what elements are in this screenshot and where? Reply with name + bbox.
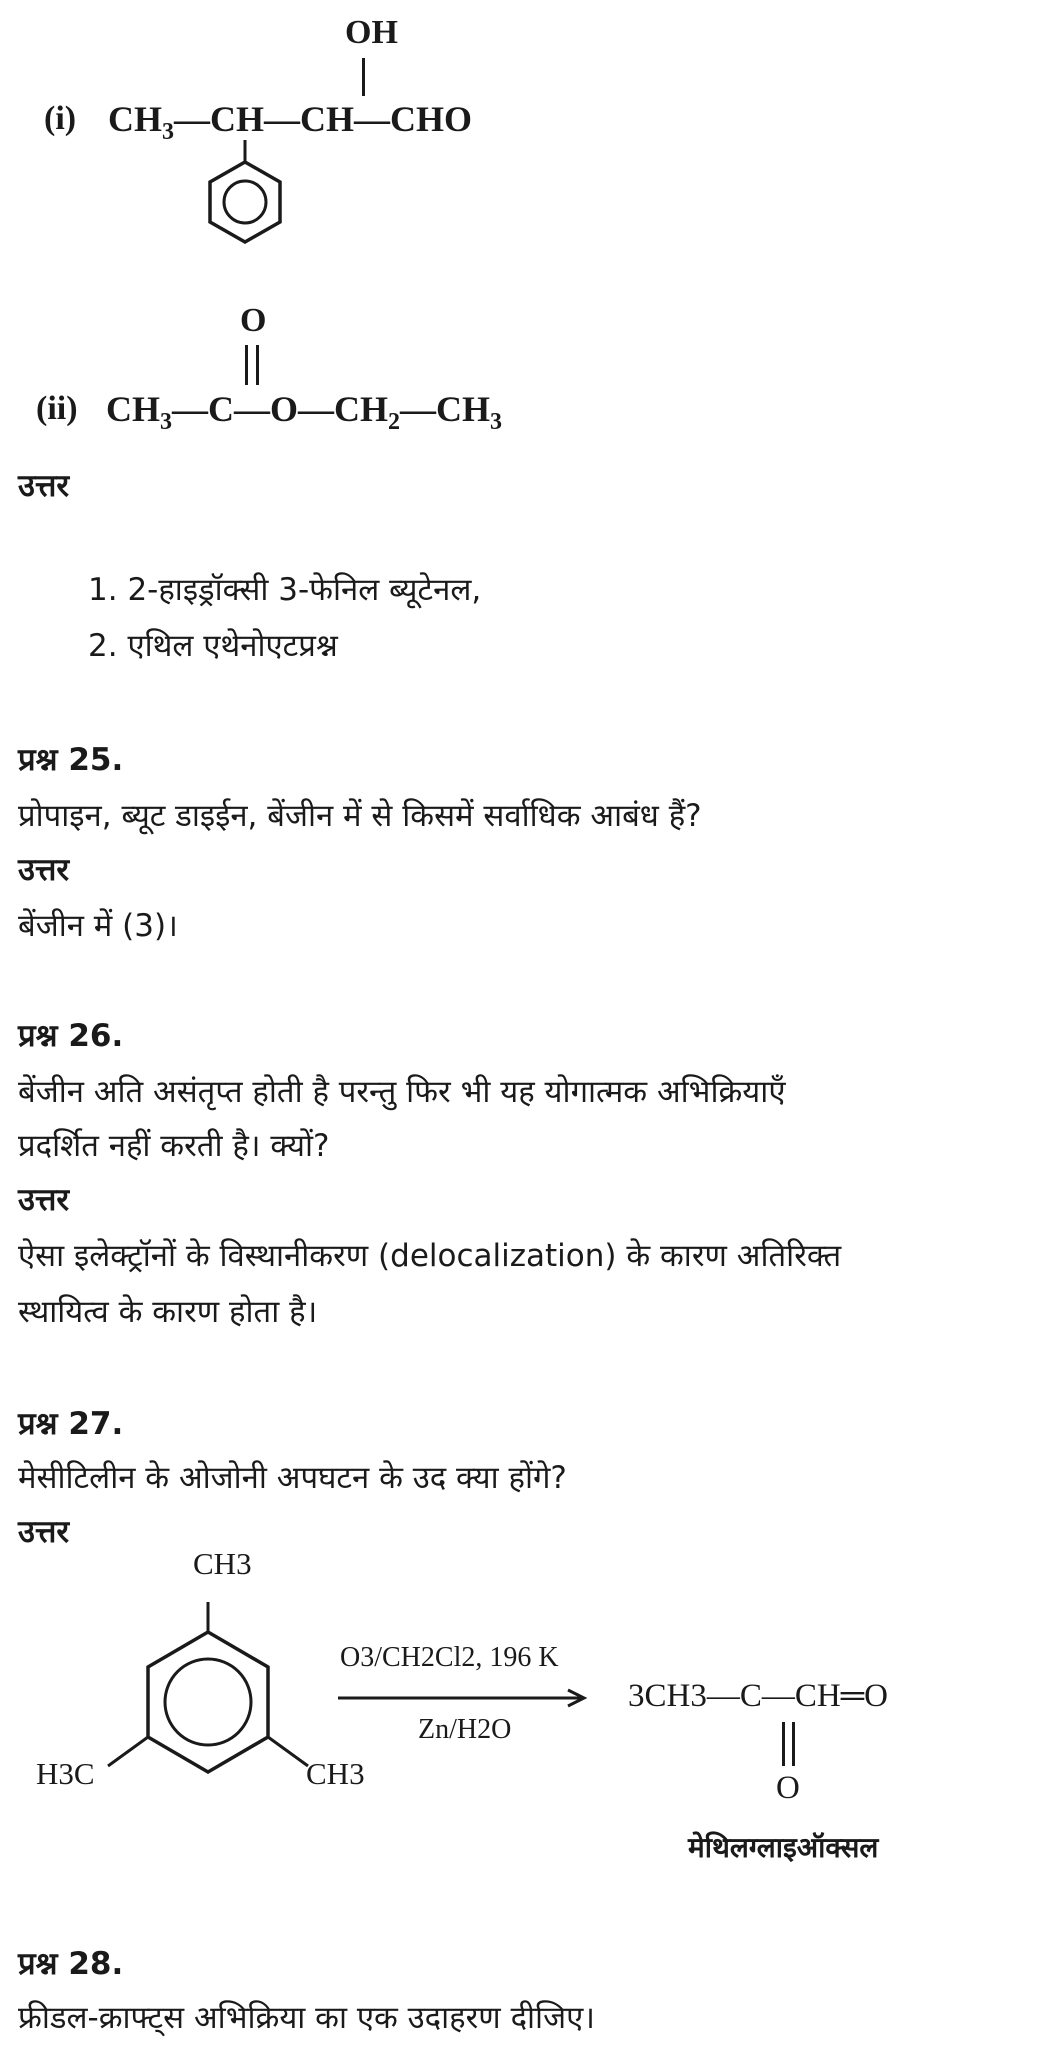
q25-answer-heading: उत्तर — [18, 852, 70, 888]
reagent-top: O3/CH2Cl2, 196 K — [340, 1642, 559, 1673]
list-item: 2. एथिल एथेनोएटप्रश्न — [88, 628, 338, 664]
structure-i-label: (i) — [44, 100, 77, 137]
q25-answer: बेंजीन में (3)। — [18, 908, 178, 944]
bond-line — [362, 58, 365, 96]
ch3-left: H3C — [36, 1756, 95, 1791]
q27-answer-heading: उत्तर — [18, 1514, 70, 1550]
ch3-right: CH3 — [306, 1756, 365, 1791]
q25-title: प्रश्न 25. — [18, 742, 124, 778]
q27-question: मेसीटिलीन के ओजोनी अपघटन के उद क्या होंगे? — [18, 1460, 567, 1496]
double-bond-line-a — [782, 1722, 785, 1766]
q27-title: प्रश्न 27. — [18, 1406, 124, 1442]
q26-question-line2: प्रदर्शित नहीं करती है। क्यों? — [18, 1128, 330, 1164]
double-bond-line-b — [792, 1722, 795, 1766]
q26-answer-line1: ऐसा इलेक्ट्रॉनों के विस्थानीकरण (delocalization) के कारण अतिरिक्त — [18, 1238, 842, 1274]
ch3-top: CH3 — [193, 1546, 252, 1581]
q26-title: प्रश्न 26. — [18, 1018, 124, 1054]
reagent-bottom: Zn/H2O — [418, 1714, 512, 1745]
reaction-arrow — [336, 1686, 596, 1710]
product-name: मेथिलग्लाइऑक्सल — [688, 1831, 879, 1864]
structure-ii-label: (ii) — [36, 390, 78, 427]
q26-answer-line2: स्थायित्व के कारण होता है। — [18, 1294, 318, 1330]
oh-group: OH — [345, 14, 398, 51]
q28-title: प्रश्न 28. — [18, 1946, 124, 1982]
double-bond-line-a — [245, 345, 248, 385]
product-oxygen: O — [776, 1770, 800, 1806]
list-item: 1. 2-हाइड्रॉक्सी 3-फेनिल ब्यूटेनल, — [88, 572, 482, 608]
structure-i-formula: $CH_3—CH—CH—CHO$ — [108, 99, 473, 146]
product-formula: 3CH3—C—CH═O — [628, 1678, 888, 1714]
phenyl-ring — [205, 140, 295, 270]
carbonyl-oxygen: O — [240, 302, 267, 339]
q26-answer-heading: उत्तर — [18, 1182, 70, 1218]
double-bond-line-b — [256, 345, 259, 385]
structure-ii-formula: $CH_3—C—O—CH_2—CH_3$ — [106, 389, 502, 436]
q28-question: फ्रीडल-क्राफ्ट्स अभिक्रिया का एक उदाहरण दीजिए। — [18, 2000, 595, 2036]
q26-question-line1: बेंजीन अति असंतृप्त होती है परन्तु फिर भी यह योगात्मक अभिक्रियाएँ — [18, 1074, 786, 1110]
q25-question: प्रोपाइन, ब्यूट डाइईन, बेंजीन में से किसमें सर्वाधिक आबंध हैं? — [18, 798, 702, 834]
answer-heading: उत्तर — [18, 468, 70, 504]
